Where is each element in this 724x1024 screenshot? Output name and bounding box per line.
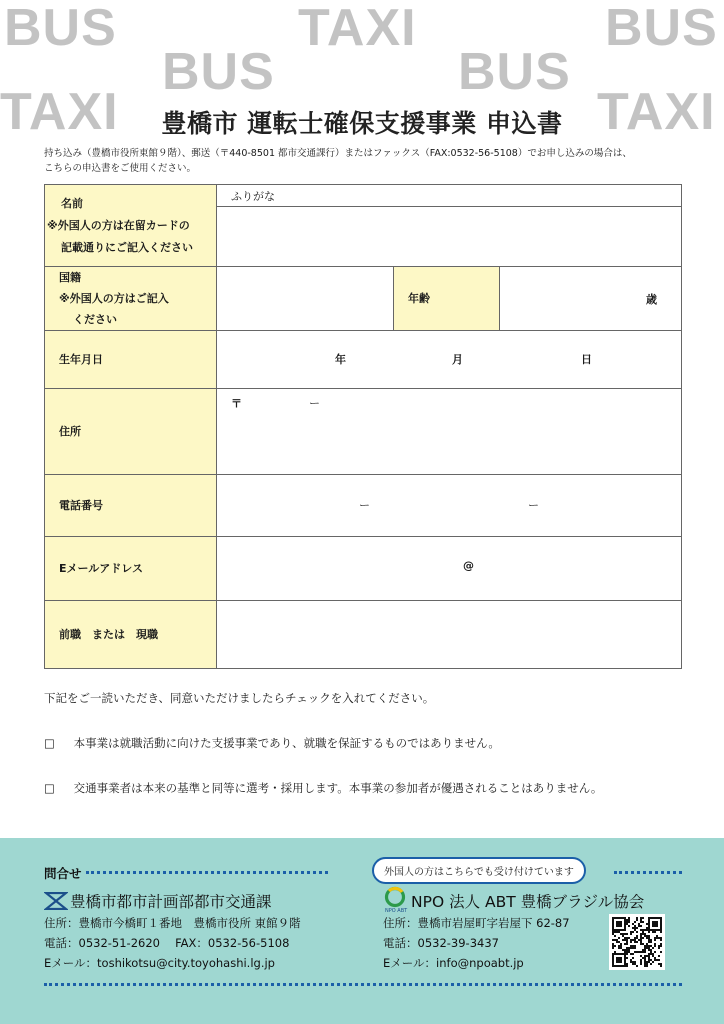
birthdate-field[interactable] xyxy=(217,331,682,389)
nationality-note-1: ※外国人の方はご記入 xyxy=(59,292,169,305)
nationality-label: 国籍 xyxy=(59,271,81,284)
phone-label: 電話番号 xyxy=(45,475,217,537)
nationality-label-cell xyxy=(45,267,217,331)
age-label: 年齢 xyxy=(394,267,500,331)
consent-item-1 xyxy=(44,735,500,751)
name-note-1: ※外国人の方は在留カードの xyxy=(47,218,190,232)
age-unit: 歳 xyxy=(646,292,658,306)
furigana-label: ふりがな xyxy=(231,189,275,203)
consent-checkbox-1[interactable]: □ xyxy=(44,736,55,750)
city-address: 住所：豊橋市今橋町１番地 豊橋市役所 東館９階 xyxy=(44,916,301,930)
name-note-2: 記載通りにご記入ください xyxy=(61,240,193,254)
address-field[interactable] xyxy=(217,389,682,475)
npo-email[interactable]: Eメール：info@npoabt.jp xyxy=(383,956,524,970)
consent-text-1: 本事業は就職活動に向けた支援事業であり、就職を保証するものではありません。 xyxy=(73,736,500,750)
birthdate-month-unit: 月 xyxy=(452,353,463,366)
phone-dash-2: ー xyxy=(528,499,539,512)
email-label: Eメールアドレス xyxy=(45,537,217,601)
intro-line-2: こちらの申込書をご使用ください。 xyxy=(44,163,197,174)
bg-word-bus-4: BUS xyxy=(458,43,571,101)
city-office-name: 豊橋市都市計画部都市交通課 xyxy=(70,893,272,911)
consent-checkbox-2[interactable]: □ xyxy=(44,781,55,795)
npo-name: NPO 法人 ABT 豊橋ブラジル協会 xyxy=(411,893,645,911)
postal-dash: ー xyxy=(309,397,320,410)
notice-dotted-line xyxy=(614,871,682,874)
hourglass-icon xyxy=(44,892,68,914)
name-field[interactable] xyxy=(217,207,682,267)
bg-word-bus-2: BUS xyxy=(605,0,718,57)
furigana-field[interactable] xyxy=(217,185,682,207)
previous-job-label: 前職 または 現職 xyxy=(45,601,217,669)
npo-phone: 電話：0532-39-3437 xyxy=(383,936,499,950)
bg-word-taxi-2: TAXI xyxy=(0,83,119,141)
birthdate-label: 生年月日 xyxy=(45,331,217,389)
bg-word-bus-1: BUS xyxy=(4,0,117,57)
intro-line-1: 持ち込み（豊橋市役所東館９階）、郵送（〒440-8501 都市交通課行）またはファックス（FAX:0532-56-5108）でお申し込みの場合は、 xyxy=(44,148,632,159)
nationality-note-2: ください xyxy=(73,313,117,326)
previous-job-field[interactable] xyxy=(217,601,682,669)
intro-text xyxy=(44,146,694,176)
nationality-field[interactable] xyxy=(217,267,394,331)
footer-bottom-dotted-line xyxy=(44,983,682,986)
qr-code[interactable] xyxy=(609,914,665,970)
page-title: 豊橋市 運転士確保支援事業 申込書 xyxy=(161,109,563,138)
birthdate-year-unit: 年 xyxy=(335,353,346,366)
postal-mark: 〒 xyxy=(231,397,242,410)
heading-dotted-line xyxy=(86,871,328,874)
application-form xyxy=(44,184,682,669)
email-field[interactable] xyxy=(217,537,682,601)
phone-dash-1: ー xyxy=(359,499,370,512)
consent-instruction: 下記をご一読いただき、同意いただけましたらチェックを入れてください。 xyxy=(44,691,435,705)
phone-field[interactable] xyxy=(217,475,682,537)
age-field[interactable] xyxy=(500,267,682,331)
bg-word-taxi-3: TAXI xyxy=(597,83,716,141)
npo-logo-text: NPO ABT xyxy=(385,908,408,914)
bg-word-taxi-1: TAXI xyxy=(298,0,417,57)
city-phone-fax: 電話：0532-51-2620 FAX：0532-56-5108 xyxy=(44,936,290,950)
name-label-cell xyxy=(45,185,217,267)
consent-item-2 xyxy=(44,780,602,796)
consent-text-2: 交通事業者は本来の基準と同等に選考・採用します。本事業の参加者が優遇されることはありません。 xyxy=(73,781,603,795)
city-email[interactable]: Eメール：toshikotsu@city.toyohashi.lg.jp xyxy=(44,956,275,970)
npo-address: 住所：豊橋市岩屋町字岩屋下 62-87 xyxy=(383,916,570,930)
email-at: @ xyxy=(463,559,474,572)
foreign-notice-badge: 外国人の方はこちらでも受け付けています xyxy=(372,857,586,884)
name-label: 名前 xyxy=(61,196,83,210)
contact-heading: 問合せ xyxy=(44,866,82,881)
birthdate-day-unit: 日 xyxy=(581,353,592,366)
address-label: 住所 xyxy=(45,389,217,475)
bg-word-bus-3: BUS xyxy=(162,43,275,101)
